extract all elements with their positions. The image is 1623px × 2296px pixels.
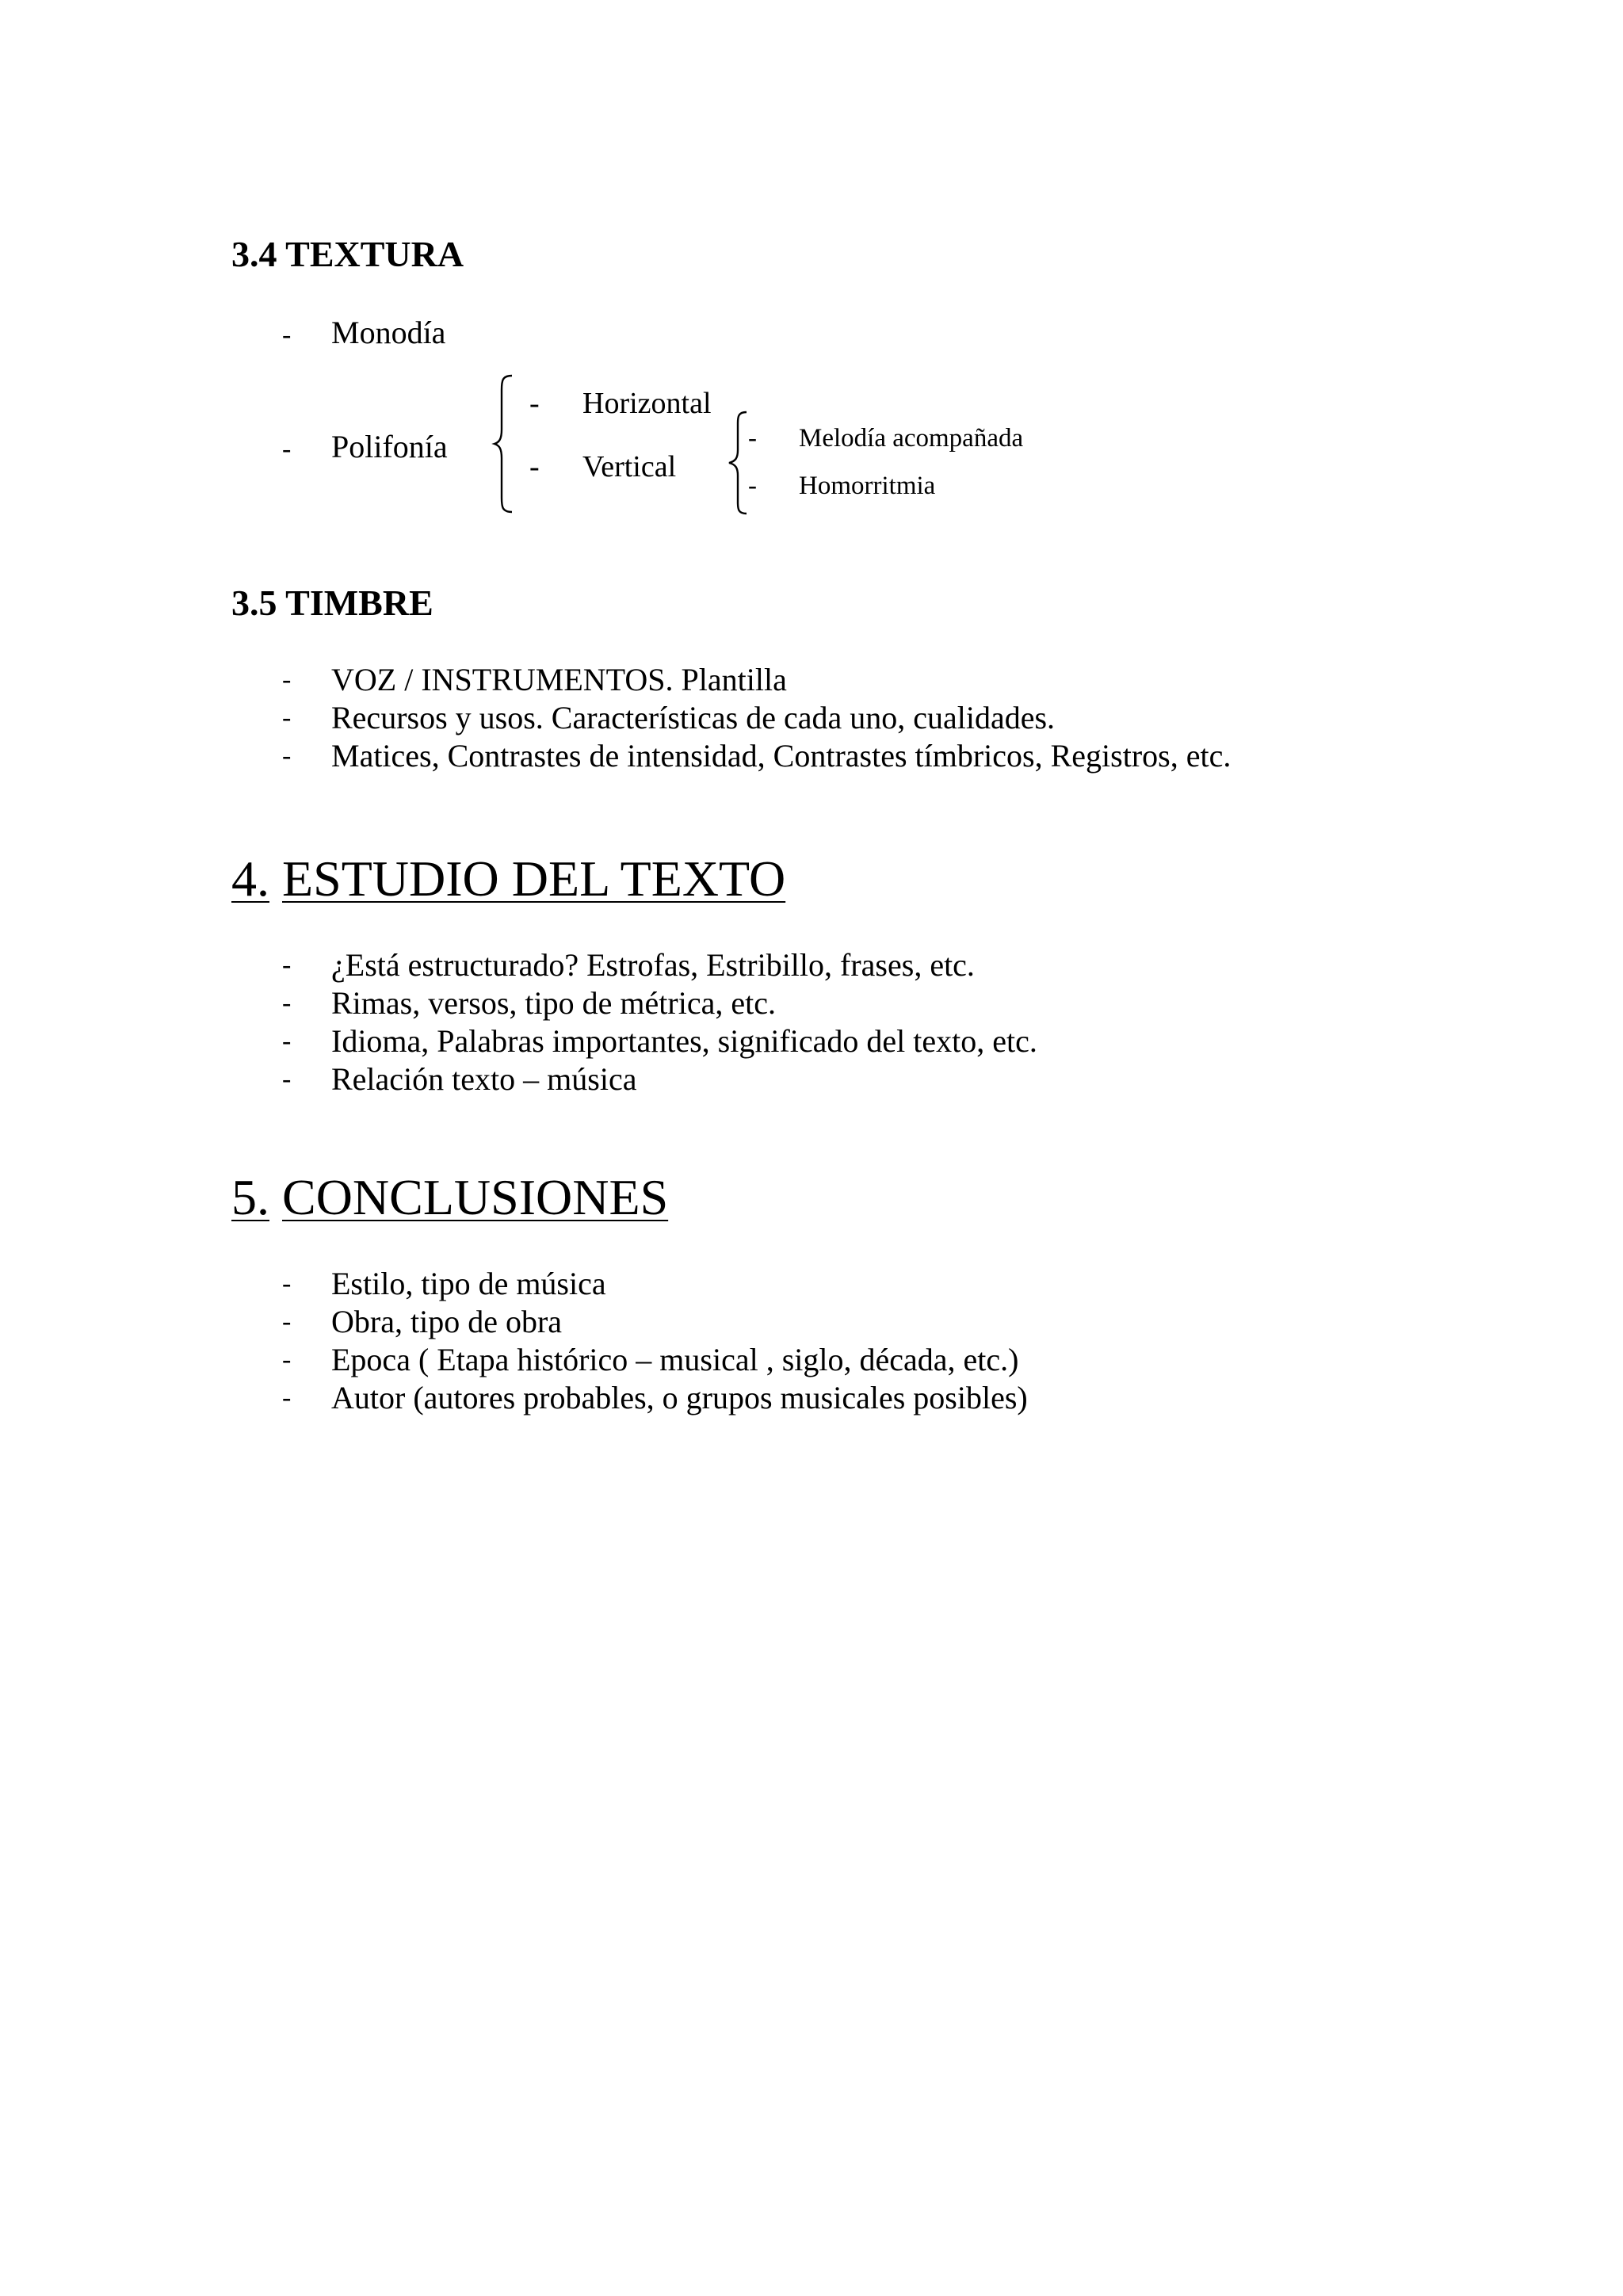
section-heading-textura: 3.4 TEXTURA — [231, 234, 464, 274]
dash-homorritmia: - — [748, 472, 757, 500]
list-item: - Rimas, versos, tipo de métrica, etc. — [282, 985, 776, 1021]
item-melodia-acompanada: Melodía acompañada — [799, 424, 1024, 453]
list-item: - Idioma, Palabras importantes, significado del texto, etc. — [282, 1023, 1037, 1059]
timbre-list — [282, 661, 1232, 775]
list-item: - Matices, Contrastes de intensidad, Contrastes tímbricos, Registros, etc. — [282, 738, 1232, 774]
section-title: ESTUDIO DEL TEXTO — [282, 850, 786, 907]
texto-list — [282, 946, 1037, 1098]
list-item: - Estilo, tipo de música — [282, 1266, 606, 1301]
section-title: CONCLUSIONES — [282, 1169, 669, 1225]
section-heading-estudio-del-texto — [231, 850, 785, 908]
item-polifonia: Polifonía — [331, 429, 448, 464]
bullet-dash: - — [282, 320, 292, 350]
item-horizontal: Horizontal — [582, 387, 712, 420]
brace-left-icon — [491, 372, 515, 515]
conclusiones-list — [282, 1265, 1028, 1417]
list-item: - Epoca ( Etapa histórico – musical , siglo, década, etc.) — [282, 1342, 1019, 1377]
list-item: - Recursos y usos. Características de cada uno, cualidades. — [282, 700, 1056, 735]
list-item: - Autor (autores probables, o grupos musicales posibles) — [282, 1380, 1028, 1415]
list-item: - VOZ / INSTRUMENTOS. Plantilla — [282, 662, 787, 697]
brace-left-icon — [726, 409, 750, 517]
item-homorritmia: Homorritmia — [799, 472, 936, 500]
dash-vertical: - — [529, 450, 540, 483]
item-vertical: Vertical — [582, 450, 677, 483]
bullet-dash: - — [282, 434, 292, 464]
item-monodia: Monodía — [331, 315, 446, 350]
dash-horizontal: - — [529, 387, 540, 420]
section-heading-timbre: 3.5 TIMBRE — [231, 583, 433, 623]
section-number: 5. — [231, 1169, 269, 1225]
list-item: - Relación texto – música — [282, 1061, 637, 1097]
dash-melodia: - — [748, 424, 757, 453]
section-number: 4. — [231, 850, 269, 907]
list-item: - Obra, tipo de obra — [282, 1304, 563, 1339]
section-heading-conclusiones — [231, 1168, 668, 1227]
list-item: - ¿Está estructurado? Estrofas, Estribillo, frases, etc. — [282, 947, 975, 983]
